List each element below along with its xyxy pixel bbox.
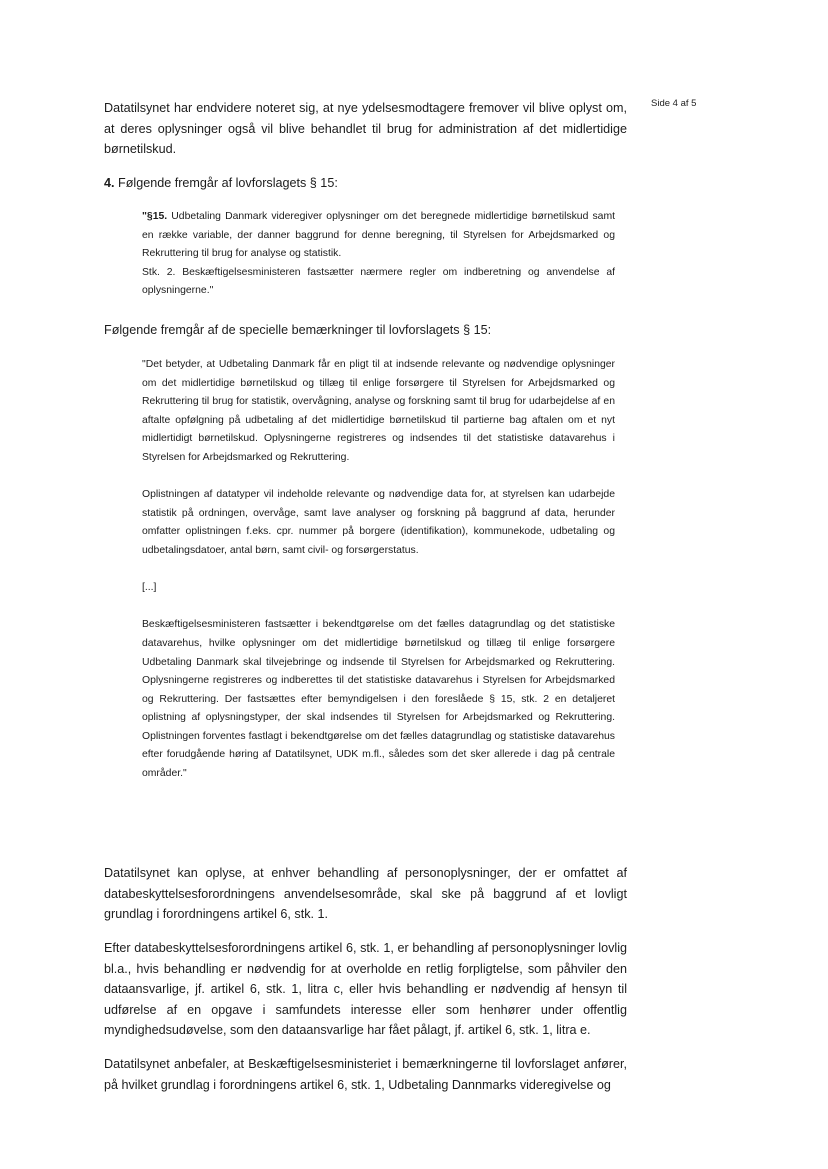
quote-remarks-p1: "Det betyder, at Udbetaling Danmark får en pligt til at indsende relevante og nødvendige oplysninger om det midlertidige børnetilskud og tillæg til enlige forsørgere til Styrelsen for Arbejdsmarked og Rekruttering til brug for statistik, overvågning, analyse og forskning samt til brug for udarbejdelse af en aftalte opfølgning på udbetaling af det midlertidige børnetilskud til partierne bag aftalen om et nyt midlertidigt børnetilskud. Oplysningerne registreres og indsendes til det statistiske datavarehus i Styrelsen for Arbejdsmarked og Rekruttering.: [142, 359, 615, 463]
paragraph-recommendation: Datatilsynet anbefaler, at Beskæftigelsesministeriet i bemærkningerne til lovforslaget anfører, på hvilket grundlag i forordningens artikel 6, stk. 1, Udbetaling Dannmarks videregivelse og: [104, 1057, 627, 1092]
quote-paragraph-15: [142, 208, 615, 301]
quote-ellipsis: [...]: [142, 582, 157, 594]
intro-paragraph: Datatilsynet har endvidere noteret sig, at nye ydelsesmodtagere fremover vil blive oplyst om, at deres oplysninger også vil blive behandlet til brug for administration af det midlertidige børnetilskud.: [104, 101, 627, 156]
page-number: Side 4 af 5: [651, 98, 697, 109]
quote-section-marker: "§15.: [142, 211, 168, 222]
paragraph-article6: Efter databeskyttelsesforordningens artikel 6, stk. 1, er behandling af personoplysninger lovlig bl.a., hvis behandling er nødvendig for at overholde en retlig forpligtelse, som påhviler den dataansvarlige, jf. artikel 6, stk. 1, litra c, eller hvis behandling er nødvendig af hensyn til udførelse af en opgave i samfundets interesse eller som henhører under offentlig myndighedsudøvelse, som den dataansvarlige har fået pålagt, jf. artikel 6, stk. 1, litra e.: [104, 941, 627, 1037]
quote-paragraph-15-main: [142, 208, 615, 264]
quote-remarks-p3: Beskæftigelsesministeren fastsætter i bekendtgørelse om det fælles datagrundlag og det statistiske datavarehus, hvilke oplysninger om det midlertidige børnetilskud og tillæg til enlige forsørgere Udbetaling Danmark skal tilvejebringe og indsende til Styrelsen for Arbejdsmarked og Rekruttering. Oplysningerne registreres og indberettes til det statistiske datavarehus i Styrelsen for Arbejdsmarked og Rekruttering. Der fastsættes efter bemyndigelsen i den foreslåede § 15, stk. 2 en detaljeret oplistning af oplysningstyper, der skal indsendes til Styrelsen for Arbejdsmarked og Rekruttering. Oplistningen forventes fastlagt i bekendtgørelse om det fælles datagrundlag og statistiske datavarehus efter forudgående høring af Datatilsynet, UDK m.fl., således som det sker allerede i dag på centrale områder.": [142, 619, 615, 780]
quote-paragraph-15-stk2: Stk. 2. Beskæftigelsesministeren fastsætter nærmere regler om indberetning og anvendelse af oplysningerne.": [142, 266, 615, 297]
quote-remarks-p2: Oplistningen af datatyper vil indeholde relevante og nødvendige data for, at styrelsen kan udarbejde statistik på ordningen, overvåge, samt lave analyser og forskning på baggrund af data, herunder omfatter oplistningen f.eks. cpr. nummer på borgere (identifikation), kommunekode, udbetaling og udbetalingsdatoer, antal børn, samt civil- og forsørgerstatus.: [142, 489, 615, 556]
section-number: 4.: [104, 176, 115, 190]
paragraph-legal-basis: Datatilsynet kan oplyse, at enhver behandling af personoplysninger, der er omfattet af databeskyttelsesforordningens anvendelsesområde, skal ske på baggrund af et lovligt grundlag i forordningens artikel 6, stk. 1.: [104, 866, 627, 921]
section-heading-text: Følgende fremgår af lovforslagets § 15:: [118, 176, 338, 190]
quote-section-text: Udbetaling Danmark videregiver oplysninger om det beregnede midlertidige børnetilskud samt en række variable, der danner baggrund for denne beregning, til Styrelsen for Arbejdsmarked og Rekruttering til brug for analyse og statistik.: [142, 211, 615, 260]
quote-remarks: [142, 356, 615, 784]
section-4-heading: [104, 173, 627, 194]
remarks-heading: Følgende fremgår af de specielle bemærkninger til lovforslagets § 15:: [104, 323, 492, 337]
